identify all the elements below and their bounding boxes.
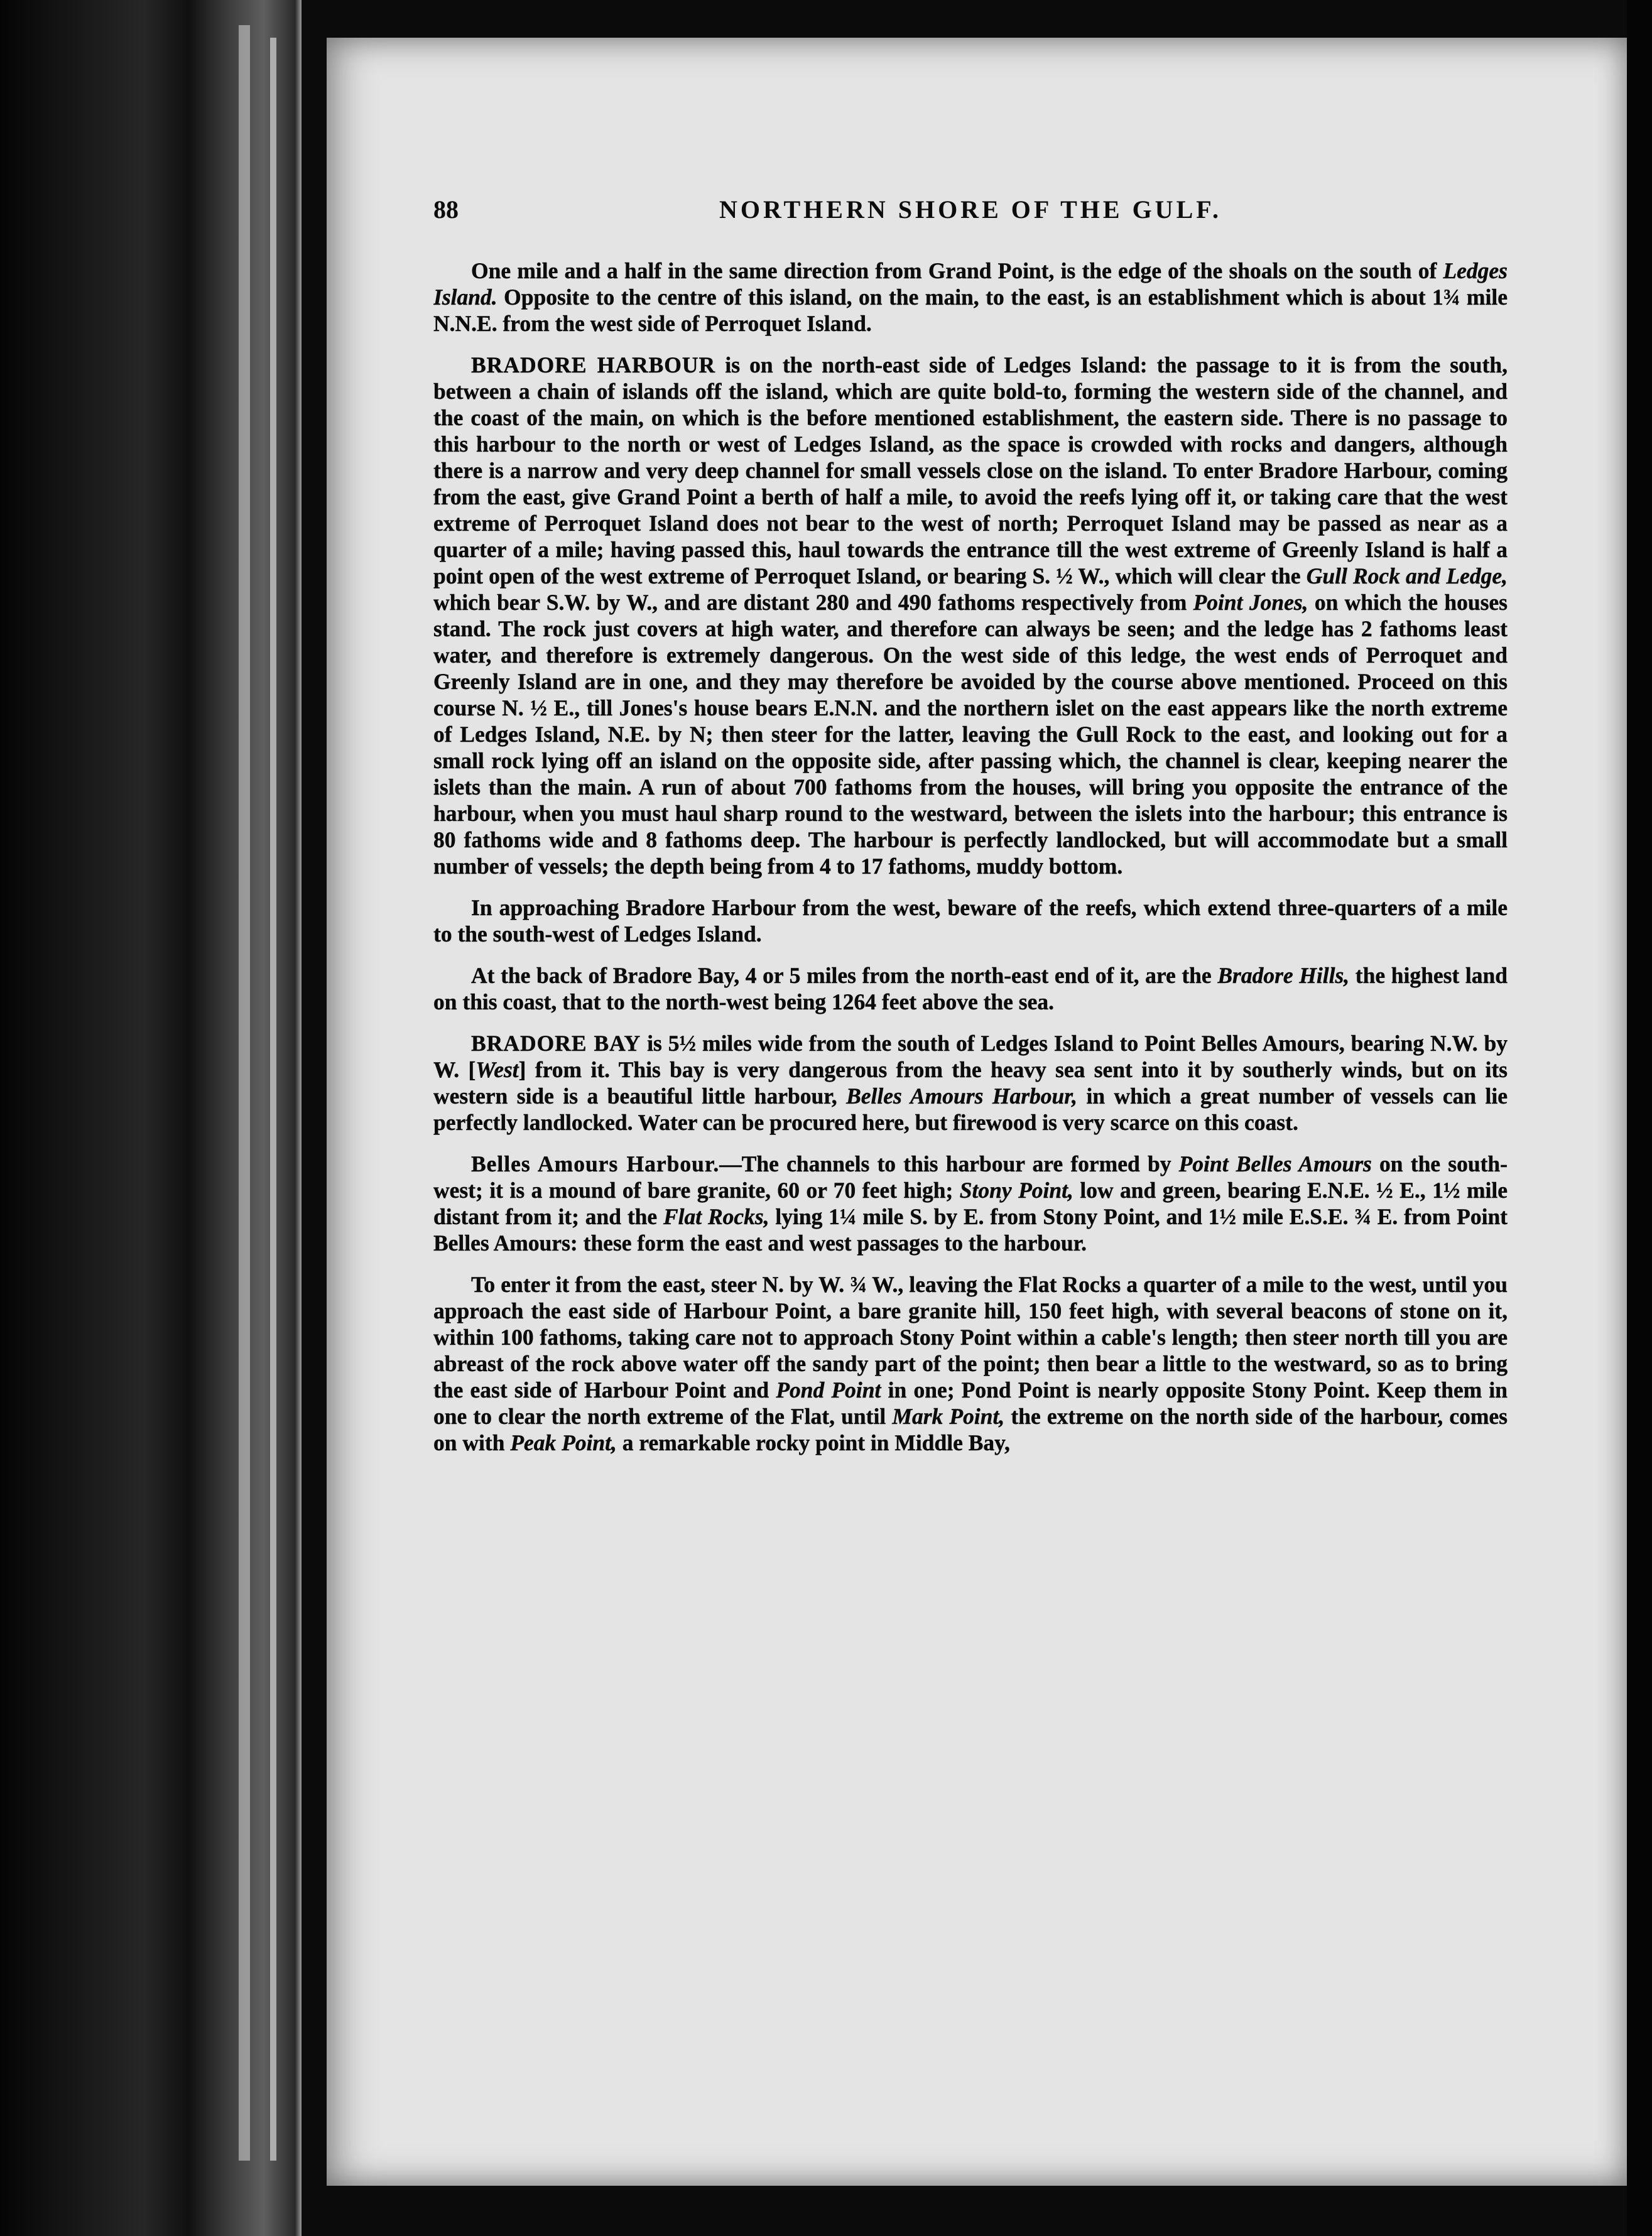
text-run: At the back of Bradore Bay, 4 or 5 miles from the north-east end of it, are the (471, 963, 1218, 988)
paragraph-heading: BRADORE HARBOUR (471, 352, 716, 377)
paragraph (433, 1151, 1508, 1256)
text-run: is 5½ miles wide from the south of Ledges Island to Point Belles Amours, bearing N.W. by W. [ (433, 1031, 1508, 1082)
text-run: in which a great number of vessels can lie perfectly landlocked. Water can be procured here, but firewood is very scarce on this coast. (433, 1083, 1508, 1135)
italic-term: Pond Point (776, 1377, 881, 1403)
right-film-edge (1627, 0, 1652, 2236)
text-run: on which the houses stand. The rock just covers at high water, and therefore can always be seen; and the ledge has 2 fathoms least water, and therefore is extremely dangerous. On the west side of this ledge, the west ends of Perroquet and Greenly Island are in one, and they may therefore be avoided by the course above mentioned. Proceed on this course N. ½ E., till Jones's house bears E.N.N. and the northern islet on the east appears like the north extreme of Ledges Island, N.E. by N; then steer for the latter, leaving the Gull Rock to the east, and looking out for a small rock lying off an island on the opposite side, after passing which, the channel is clear, keeping nearer the islets than the main. A run of about 700 fathoms from the houses, will bring you opposite the entrance of the harbour, when you must haul sharp round to the westward, between the islets into the harbour; this entrance is 80 fathoms wide and 8 fathoms deep. The harbour is perfectly landlocked, but will accommodate but a small number of vessels; the depth being from 4 to 17 fathoms, muddy bottom. (433, 590, 1508, 879)
paragraph (433, 1271, 1508, 1456)
book-binding-edge (0, 0, 302, 2236)
text-run: —The channels to this harbour are formed by (719, 1151, 1179, 1176)
paragraph-heading: BRADORE BAY (471, 1031, 641, 1056)
paragraph (433, 962, 1508, 1015)
text-run: Opposite to the centre of this island, on the main, to the east, is an establishment which is about 1¾ mile N.N.E. from the west side of Perroquet Island. (433, 285, 1508, 336)
text-run: the highest land on this coast, that to the north-west being 1264 feet above the sea. (433, 963, 1508, 1014)
running-title: NORTHERN SHORE OF THE GULF. (719, 195, 1222, 224)
paragraph-heading: Belles Amours Harbour. (471, 1151, 720, 1176)
italic-term: Belles Amours Harbour, (846, 1083, 1078, 1109)
text-run: To enter it from the east, steer N. by W. ¾ W., leaving the Flat Rocks a quarter of a mile to the west, until you approach the east side of Harbour Point, a bare granite hill, 150 feet high, with several beacons of stone on it, within 100 fathoms, taking care not to approach Stony Point within a cable's length; then steer north till you are abreast of the rock above water off the sandy part of the point; then bear a little to the westward, so as to bring the east side of Harbour Point and (433, 1272, 1508, 1403)
italic-term: Stony Point, (959, 1178, 1073, 1203)
paragraph (433, 258, 1508, 337)
text-run: is on the north-east side of Ledges Island: the passage to it is from the south, between a chain of islands off the island, which are quite bold-to, forming the western side of the channel, and the coast of the main, on which is the before mentioned establishment, the eastern side. There is no passage to this harbour to the north or west of Ledges Island, as the space is crowded with rocks and dangers, although there is a narrow and very deep channel for small vessels close on the island. To enter Bradore Harbour, coming from the east, give Grand Point a berth of half a mile, to avoid the reefs lying off it, or taking care that the west extreme of Perroquet Island does not bear to the west of north; Perroquet Island may be passed as near as a quarter of a mile; having passed this, haul towards the entrance till the west extreme of Greenly Island is half a point open of the west extreme of Perroquet Island, or bearing S. ½ W., which will clear the (433, 352, 1508, 589)
book-page (327, 38, 1627, 2186)
italic-term: Point Jones, (1193, 590, 1308, 615)
text-run: lying 1¼ mile S. by E. from Stony Point, and 1½ mile E.S.E. ¾ E. from Point Belles Amours: these form the east and west passages to the harbour. (433, 1204, 1508, 1256)
italic-term: Flat Rocks, (663, 1204, 769, 1229)
italic-term: Point Belles Amours (1178, 1151, 1372, 1176)
page-text-block (433, 195, 1508, 2129)
text-run: low and green, bearing E.N.E. ½ E., 1½ mile distant from it; and the (433, 1178, 1508, 1229)
italic-term: West (475, 1057, 519, 1082)
paragraph (433, 894, 1508, 947)
italic-term: Mark Point, (892, 1404, 1005, 1429)
text-run: in one; Pond Point is nearly opposite Stony Point. Keep them in one to clear the north extreme of the Flat, until (433, 1377, 1508, 1429)
text-run: In approaching Bradore Harbour from the west, beware of the reefs, which extend three-quarters of a mile to the south-west of Ledges Island. (433, 895, 1508, 947)
italic-term: Ledges Island. (433, 258, 1508, 310)
text-run: which bear S.W. by W., and are distant 280 and 490 fathoms respectively from (433, 590, 1193, 615)
italic-term: Bradore Hills, (1217, 963, 1350, 988)
text-run: ] from it. This bay is very dangerous from the heavy sea sent into it by southerly winds, but on its western side is a beautiful little harbour, (433, 1057, 1508, 1109)
paragraph (433, 1030, 1508, 1136)
body-text (433, 258, 1508, 1456)
italic-term: Gull Rock and Ledge, (1306, 563, 1508, 589)
running-head (433, 195, 1508, 251)
page-number: 88 (433, 195, 459, 224)
text-run: the extreme on the north side of the harbour, comes on with (433, 1404, 1508, 1455)
text-run: One mile and a half in the same direction from Grand Point, is the edge of the shoals on the south of (471, 258, 1443, 283)
text-run: a remarkable rocky point in Middle Bay, (616, 1430, 1010, 1455)
italic-term: Peak Point, (510, 1430, 617, 1455)
paragraph (433, 352, 1508, 879)
text-run: on the south-west; it is a mound of bare granite, 60 or 70 feet high; (433, 1151, 1508, 1203)
